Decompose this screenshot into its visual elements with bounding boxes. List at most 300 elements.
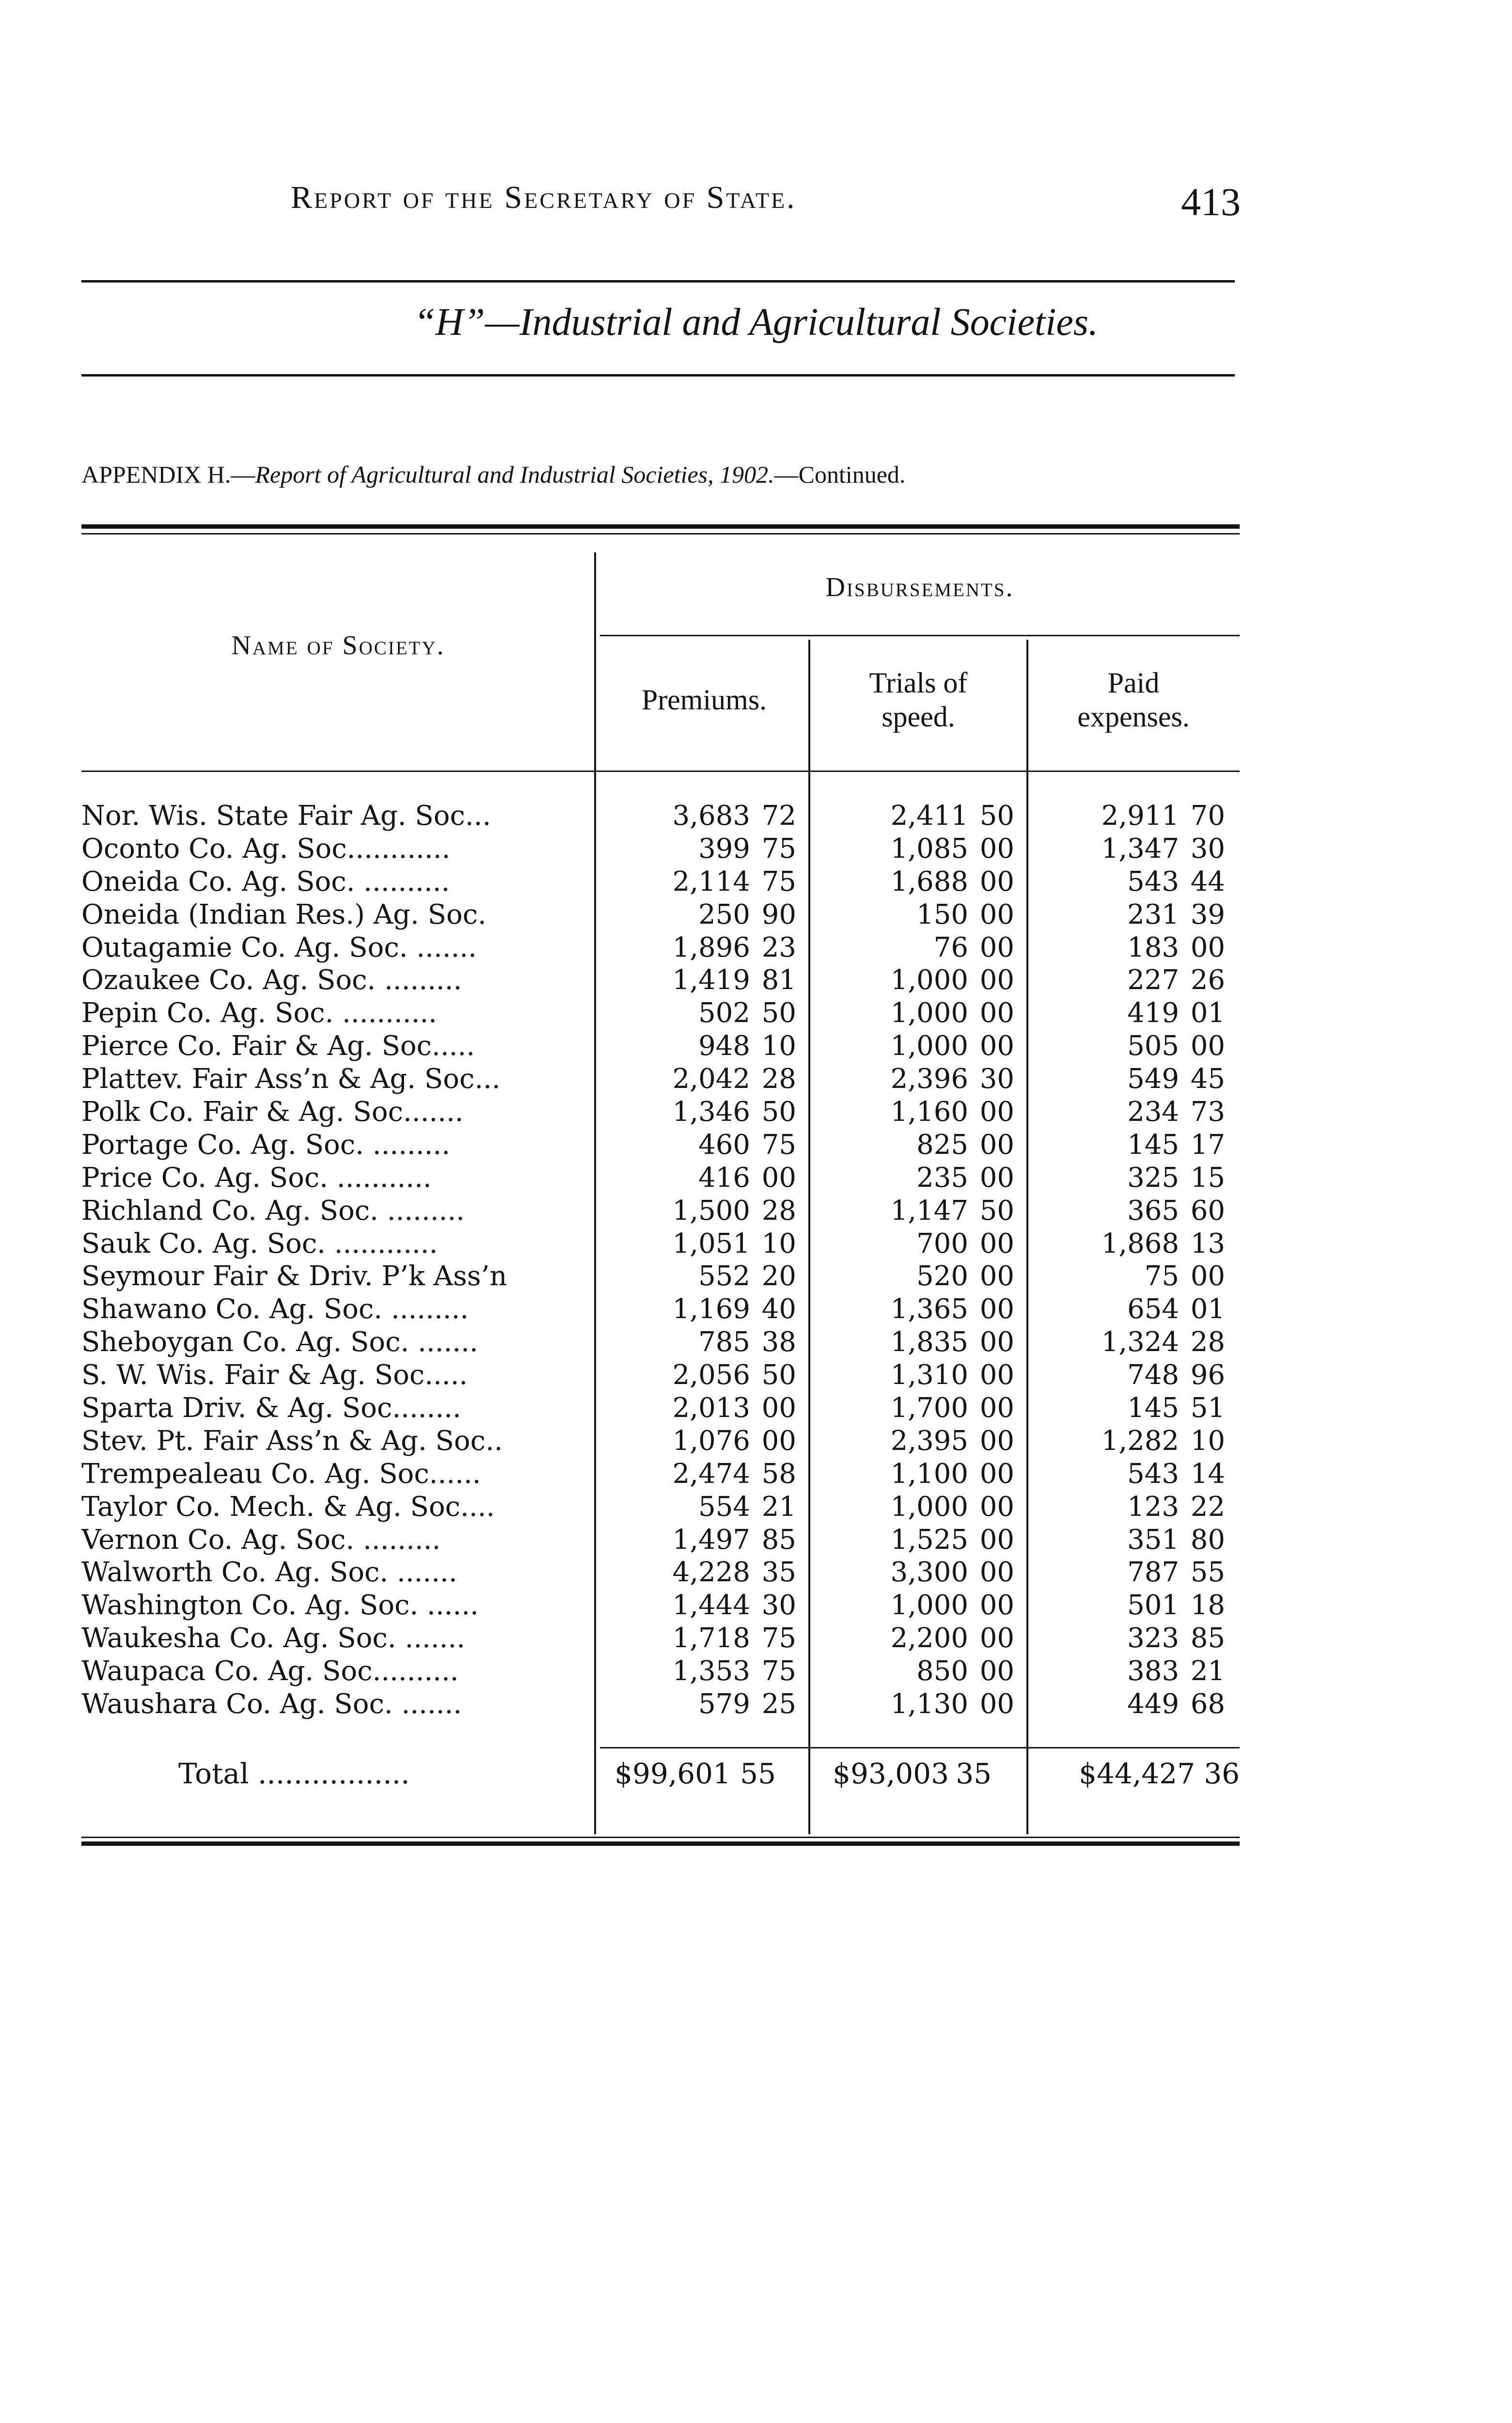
trials-of-speed-cents: 00 xyxy=(979,1227,1014,1259)
society-name: Waupaca Co. Ag. Soc.......... xyxy=(81,1655,459,1687)
premiums-cents: 38 xyxy=(761,1326,796,1358)
trials-of-speed-dollars: 1,365 xyxy=(890,1293,968,1325)
table-row xyxy=(81,1326,1240,1359)
premiums-cell xyxy=(600,1524,796,1557)
table-row xyxy=(81,1589,1240,1622)
premiums-dollars: 1,353 xyxy=(672,1655,750,1687)
premiums-cents: 75 xyxy=(761,1655,796,1687)
header-trials-line2: speed. xyxy=(882,701,955,733)
premiums-cell xyxy=(600,1589,796,1622)
premiums-dollars: 1,051 xyxy=(672,1227,750,1259)
paid-expenses-cents: 70 xyxy=(1190,800,1225,832)
header-bottom-rule xyxy=(81,771,1240,772)
premiums-cents: 00 xyxy=(761,1392,796,1424)
society-name: Plattev. Fair Ass’n & Ag. Soc... xyxy=(81,1063,501,1095)
paid-expenses-cell xyxy=(1034,1688,1225,1721)
trials-of-speed-cell xyxy=(816,1524,1014,1557)
paid-expenses-dollars: 145 xyxy=(1127,1129,1179,1161)
trials-of-speed-cents: 00 xyxy=(979,997,1014,1029)
premiums-dollars: 554 xyxy=(698,1491,750,1523)
society-name: Waukesha Co. Ag. Soc. ....... xyxy=(81,1622,465,1654)
premiums-cents: 28 xyxy=(761,1063,796,1095)
total-premiums-dollars: $99,601 xyxy=(614,1757,731,1790)
premiums-cents: 75 xyxy=(761,1129,796,1161)
premiums-dollars: 1,500 xyxy=(672,1195,750,1227)
society-name: Ozaukee Co. Ag. Soc. ......... xyxy=(81,964,462,996)
premiums-cents: 28 xyxy=(761,1195,796,1227)
total-rule xyxy=(600,1747,1240,1748)
paid-expenses-dollars: 501 xyxy=(1127,1589,1179,1621)
table-row xyxy=(81,1688,1240,1721)
society-name: Trempealeau Co. Ag. Soc...... xyxy=(81,1458,481,1490)
society-name: Waushara Co. Ag. Soc. ....... xyxy=(81,1688,462,1720)
paid-expenses-cents: 22 xyxy=(1190,1491,1225,1523)
society-name: Polk Co. Fair & Ag. Soc....... xyxy=(81,1096,464,1128)
trials-of-speed-dollars: 1,835 xyxy=(890,1326,968,1358)
paid-expenses-cents: 28 xyxy=(1190,1326,1225,1358)
paid-expenses-cents: 55 xyxy=(1190,1557,1225,1589)
trials-of-speed-cell xyxy=(816,833,1014,865)
premiums-cents: 35 xyxy=(761,1557,796,1589)
trials-of-speed-dollars: 235 xyxy=(916,1162,968,1194)
premiums-cell xyxy=(600,1129,796,1162)
trials-of-speed-cents: 00 xyxy=(979,1326,1014,1358)
trials-of-speed-dollars: 2,200 xyxy=(890,1622,968,1654)
section-title: “H”—Industrial and Agricultural Societies. xyxy=(414,301,1098,344)
trials-of-speed-cell xyxy=(816,1162,1014,1195)
premiums-cents: 00 xyxy=(761,1425,796,1457)
paid-expenses-cell xyxy=(1034,1129,1225,1162)
paid-expenses-cents: 30 xyxy=(1190,833,1225,865)
society-name: Portage Co. Ag. Soc. ......... xyxy=(81,1129,450,1161)
paid-expenses-cents: 01 xyxy=(1190,997,1225,1029)
premiums-cents: 40 xyxy=(761,1293,796,1325)
paid-expenses-dollars: 365 xyxy=(1127,1195,1179,1227)
trials-of-speed-dollars: 825 xyxy=(916,1129,968,1161)
table-row xyxy=(81,800,1240,833)
table-row xyxy=(81,1524,1240,1557)
paid-expenses-cents: 96 xyxy=(1190,1359,1225,1391)
trials-of-speed-dollars: 3,300 xyxy=(890,1557,968,1589)
trials-of-speed-cell xyxy=(816,1425,1014,1458)
paid-expenses-dollars: 419 xyxy=(1127,997,1179,1029)
paid-expenses-cents: 26 xyxy=(1190,964,1225,996)
premiums-cell xyxy=(600,800,796,833)
premiums-dollars: 399 xyxy=(698,833,750,865)
trials-of-speed-cents: 00 xyxy=(979,1293,1014,1325)
premiums-cell xyxy=(600,964,796,997)
paid-expenses-cell xyxy=(1034,964,1225,997)
trials-of-speed-dollars: 76 xyxy=(933,931,968,963)
premiums-dollars: 579 xyxy=(698,1688,750,1720)
trials-of-speed-cents: 00 xyxy=(979,1425,1014,1457)
society-name: Outagamie Co. Ag. Soc. ....... xyxy=(81,931,477,963)
paid-expenses-cents: 85 xyxy=(1190,1622,1225,1654)
trials-of-speed-cell xyxy=(816,1293,1014,1326)
total-label: Total ................. xyxy=(178,1757,410,1790)
trials-of-speed-cents: 00 xyxy=(979,1129,1014,1161)
trials-of-speed-cents: 00 xyxy=(979,898,1014,930)
table-row xyxy=(81,964,1240,997)
table-top-rule-thin xyxy=(81,533,1240,535)
table-row xyxy=(81,1030,1240,1063)
paid-expenses-cents: 00 xyxy=(1190,1030,1225,1062)
table-row xyxy=(81,1491,1240,1524)
paid-expenses-dollars: 787 xyxy=(1127,1557,1179,1589)
paid-expenses-cell xyxy=(1034,865,1225,898)
trials-of-speed-cell xyxy=(816,1491,1014,1524)
trials-of-speed-dollars: 1,000 xyxy=(890,1491,968,1523)
paid-expenses-dollars: 325 xyxy=(1127,1162,1179,1194)
paid-expenses-dollars: 351 xyxy=(1127,1524,1179,1556)
paid-expenses-dollars: 383 xyxy=(1127,1655,1179,1687)
paid-expenses-cell xyxy=(1034,1589,1225,1622)
premiums-dollars: 948 xyxy=(698,1030,750,1062)
premiums-cents: 00 xyxy=(761,1162,796,1194)
trials-of-speed-cents: 00 xyxy=(979,865,1014,897)
paid-expenses-dollars: 183 xyxy=(1127,931,1179,963)
table-row xyxy=(81,1063,1240,1096)
trials-of-speed-dollars: 1,160 xyxy=(890,1096,968,1128)
paid-expenses-cents: 10 xyxy=(1190,1425,1225,1457)
paid-expenses-cents: 00 xyxy=(1190,1260,1225,1292)
paid-expenses-cell xyxy=(1034,1030,1225,1063)
premiums-dollars: 2,114 xyxy=(672,865,750,897)
trials-of-speed-cell xyxy=(816,931,1014,964)
premiums-dollars: 785 xyxy=(698,1326,750,1358)
society-name: Seymour Fair & Driv. P’k Ass’n xyxy=(81,1260,507,1292)
premiums-cell xyxy=(600,1195,796,1227)
trials-of-speed-cents: 00 xyxy=(979,1622,1014,1654)
trials-of-speed-cell xyxy=(816,964,1014,997)
trials-of-speed-cell xyxy=(816,1129,1014,1162)
premiums-cell xyxy=(600,1392,796,1425)
header-paid-line1: Paid xyxy=(1107,667,1160,699)
society-name: Stev. Pt. Fair Ass’n & Ag. Soc.. xyxy=(81,1425,503,1457)
table-row xyxy=(81,931,1240,964)
paid-expenses-dollars: 75 xyxy=(1144,1260,1179,1292)
header-disbursements: Disbursements. xyxy=(825,572,1014,602)
premiums-cell xyxy=(600,1162,796,1195)
trials-of-speed-cents: 30 xyxy=(979,1063,1014,1095)
society-name: Price Co. Ag. Soc. ........... xyxy=(81,1162,432,1194)
table-bottom-rule xyxy=(81,1837,1240,1838)
premiums-dollars: 1,346 xyxy=(672,1096,750,1128)
society-name: Walworth Co. Ag. Soc. ....... xyxy=(81,1557,457,1589)
premiums-cell xyxy=(600,931,796,964)
appendix-prefix: APPENDIX H.— xyxy=(81,461,255,488)
trials-of-speed-cell xyxy=(816,1227,1014,1260)
premiums-cents: 58 xyxy=(761,1458,796,1490)
premiums-cents: 20 xyxy=(761,1260,796,1292)
paid-expenses-cell xyxy=(1034,997,1225,1030)
paid-expenses-cell xyxy=(1034,1096,1225,1129)
society-name: Washington Co. Ag. Soc. ...... xyxy=(81,1589,479,1621)
paid-expenses-cents: 60 xyxy=(1190,1195,1225,1227)
premiums-cell xyxy=(600,833,796,865)
paid-expenses-cell xyxy=(1034,1359,1225,1392)
premiums-cents: 85 xyxy=(761,1524,796,1556)
paid-expenses-cell xyxy=(1034,1260,1225,1293)
society-name: Taylor Co. Mech. & Ag. Soc.... xyxy=(81,1491,495,1523)
premiums-dollars: 2,013 xyxy=(672,1392,750,1424)
premiums-dollars: 552 xyxy=(698,1260,750,1292)
paid-expenses-dollars: 123 xyxy=(1127,1491,1179,1523)
society-name: Sauk Co. Ag. Soc. ............ xyxy=(81,1227,438,1259)
table-row xyxy=(81,833,1240,865)
premiums-dollars: 1,076 xyxy=(672,1425,750,1457)
trials-of-speed-cell xyxy=(816,1326,1014,1359)
table-row xyxy=(81,1556,1240,1589)
premiums-cell xyxy=(600,1688,796,1721)
trials-of-speed-dollars: 1,000 xyxy=(890,1589,968,1621)
premiums-cell xyxy=(600,1491,796,1524)
paid-expenses-cents: 15 xyxy=(1190,1162,1225,1194)
premiums-dollars: 1,718 xyxy=(672,1622,750,1654)
paid-expenses-cents: 45 xyxy=(1190,1063,1225,1095)
society-name: Shawano Co. Ag. Soc. ......... xyxy=(81,1293,469,1325)
trials-of-speed-cell xyxy=(816,1688,1014,1721)
trials-of-speed-cell xyxy=(816,898,1014,931)
table-row xyxy=(81,1425,1240,1458)
table-row xyxy=(81,1096,1240,1129)
premiums-cents: 23 xyxy=(761,931,796,963)
premiums-cell xyxy=(600,1227,796,1260)
premiums-dollars: 502 xyxy=(698,997,750,1029)
society-name: Sparta Driv. & Ag. Soc........ xyxy=(81,1392,461,1424)
paid-expenses-dollars: 1,347 xyxy=(1101,833,1179,865)
trials-of-speed-dollars: 1,310 xyxy=(890,1359,968,1391)
rule-under-title xyxy=(81,374,1235,377)
trials-of-speed-dollars: 1,688 xyxy=(890,865,968,897)
trials-of-speed-cents: 00 xyxy=(979,1260,1014,1292)
trials-of-speed-dollars: 1,000 xyxy=(890,997,968,1029)
paid-expenses-cell xyxy=(1034,1227,1225,1260)
trials-of-speed-cents: 00 xyxy=(979,1458,1014,1490)
paid-expenses-cents: 13 xyxy=(1190,1227,1225,1259)
premiums-cell xyxy=(600,1359,796,1392)
table-row xyxy=(81,1359,1240,1392)
table-row xyxy=(81,898,1240,931)
total-expenses-cents: 36 xyxy=(1204,1757,1240,1790)
premiums-cents: 75 xyxy=(761,865,796,897)
trials-of-speed-cents: 00 xyxy=(979,1359,1014,1391)
trials-of-speed-dollars: 850 xyxy=(916,1655,968,1687)
premiums-cents: 30 xyxy=(761,1589,796,1621)
trials-of-speed-cents: 00 xyxy=(979,1589,1014,1621)
table-row xyxy=(81,1655,1240,1688)
trials-of-speed-cell xyxy=(816,1063,1014,1096)
trials-of-speed-cents: 00 xyxy=(979,1688,1014,1720)
premiums-cell xyxy=(600,1293,796,1326)
trials-of-speed-cell xyxy=(816,1655,1014,1688)
premiums-dollars: 460 xyxy=(698,1129,750,1161)
trials-of-speed-cents: 00 xyxy=(979,1096,1014,1128)
paid-expenses-dollars: 1,868 xyxy=(1101,1227,1179,1259)
trials-of-speed-cents: 50 xyxy=(979,800,1014,832)
header-group-rule xyxy=(600,635,1240,636)
header-name-of-society: Name of Society. xyxy=(231,630,445,661)
total-row xyxy=(81,1754,1240,1793)
paid-expenses-cents: 21 xyxy=(1190,1655,1225,1687)
paid-expenses-dollars: 227 xyxy=(1127,964,1179,996)
paid-expenses-dollars: 234 xyxy=(1127,1096,1179,1128)
premiums-dollars: 416 xyxy=(698,1162,750,1194)
trials-of-speed-cents: 00 xyxy=(979,964,1014,996)
paid-expenses-cell xyxy=(1034,1195,1225,1227)
trials-of-speed-dollars: 2,411 xyxy=(890,800,968,832)
paid-expenses-cell xyxy=(1034,1293,1225,1326)
trials-of-speed-dollars: 2,396 xyxy=(890,1063,968,1095)
premiums-cell xyxy=(600,1655,796,1688)
premiums-dollars: 4,228 xyxy=(672,1557,750,1589)
paid-expenses-cents: 73 xyxy=(1190,1096,1225,1128)
paid-expenses-dollars: 2,911 xyxy=(1101,800,1179,832)
premiums-cents: 10 xyxy=(761,1030,796,1062)
trials-of-speed-cell xyxy=(816,865,1014,898)
paid-expenses-cents: 18 xyxy=(1190,1589,1225,1621)
society-name: Vernon Co. Ag. Soc. ......... xyxy=(81,1524,441,1556)
trials-of-speed-cell xyxy=(816,1622,1014,1655)
trials-of-speed-cell xyxy=(816,1030,1014,1063)
society-name: Nor. Wis. State Fair Ag. Soc... xyxy=(81,800,491,832)
premiums-cell xyxy=(600,865,796,898)
table-top-rule xyxy=(81,524,1240,529)
paid-expenses-cell xyxy=(1034,1655,1225,1688)
premiums-cell xyxy=(600,997,796,1030)
premiums-cents: 75 xyxy=(761,1622,796,1654)
paid-expenses-dollars: 549 xyxy=(1127,1063,1179,1095)
paid-expenses-dollars: 323 xyxy=(1127,1622,1179,1654)
society-name: Richland Co. Ag. Soc. ......... xyxy=(81,1195,465,1227)
trials-of-speed-cents: 00 xyxy=(979,833,1014,865)
table-row xyxy=(81,1622,1240,1655)
paid-expenses-cell xyxy=(1034,1524,1225,1557)
trials-of-speed-dollars: 150 xyxy=(916,898,968,930)
trials-of-speed-cell xyxy=(816,1359,1014,1392)
society-name: Pierce Co. Fair & Ag. Soc..... xyxy=(81,1030,475,1062)
paid-expenses-dollars: 449 xyxy=(1127,1688,1179,1720)
paid-expenses-dollars: 543 xyxy=(1127,1458,1179,1490)
trials-of-speed-cents: 00 xyxy=(979,1491,1014,1523)
paid-expenses-cell xyxy=(1034,1063,1225,1096)
society-name: Oconto Co. Ag. Soc............ xyxy=(81,833,451,865)
paid-expenses-dollars: 145 xyxy=(1127,1392,1179,1424)
premiums-cents: 72 xyxy=(761,800,796,832)
trials-of-speed-cell xyxy=(816,1589,1014,1622)
total-expenses-dollars: $44,427 xyxy=(1079,1757,1195,1790)
premiums-cell xyxy=(600,898,796,931)
premiums-cell xyxy=(600,1030,796,1063)
trials-of-speed-dollars: 1,000 xyxy=(890,964,968,996)
trials-of-speed-cell xyxy=(816,1260,1014,1293)
premiums-cents: 75 xyxy=(761,833,796,865)
trials-of-speed-dollars: 1,130 xyxy=(890,1688,968,1720)
premiums-dollars: 1,419 xyxy=(672,964,750,996)
trials-of-speed-cents: 00 xyxy=(979,1557,1014,1589)
society-name: Oneida Co. Ag. Soc. .......... xyxy=(81,865,450,897)
paid-expenses-cell xyxy=(1034,1162,1225,1195)
paid-expenses-dollars: 543 xyxy=(1127,865,1179,897)
society-name: Pepin Co. Ag. Soc. ........... xyxy=(81,997,437,1029)
trials-of-speed-cents: 00 xyxy=(979,1524,1014,1556)
appendix-suffix: —Continued. xyxy=(774,461,906,488)
premiums-dollars: 1,497 xyxy=(672,1524,750,1556)
header-paid-line2: expenses. xyxy=(1077,701,1190,733)
premiums-dollars: 2,474 xyxy=(672,1458,750,1490)
header-premiums: Premiums. xyxy=(641,684,767,716)
premiums-cell xyxy=(600,1326,796,1359)
paid-expenses-cell xyxy=(1034,898,1225,931)
society-name: Sheboygan Co. Ag. Soc. ....... xyxy=(81,1326,478,1358)
paid-expenses-cell xyxy=(1034,1556,1225,1589)
premiums-cell xyxy=(600,1556,796,1589)
trials-of-speed-cell xyxy=(816,1556,1014,1589)
table-row xyxy=(81,1293,1240,1326)
trials-of-speed-dollars: 1,147 xyxy=(890,1195,968,1227)
running-head xyxy=(291,179,1241,233)
premiums-dollars: 1,896 xyxy=(672,931,750,963)
trials-of-speed-cents: 00 xyxy=(979,1030,1014,1062)
premiums-cents: 21 xyxy=(761,1491,796,1523)
paid-expenses-cents: 44 xyxy=(1190,865,1225,897)
table-row xyxy=(81,1260,1240,1293)
paid-expenses-cell xyxy=(1034,931,1225,964)
paid-expenses-dollars: 231 xyxy=(1127,898,1179,930)
total-premiums-cents: 55 xyxy=(740,1757,776,1790)
trials-of-speed-cents: 50 xyxy=(979,1195,1014,1227)
paid-expenses-cell xyxy=(1034,1458,1225,1491)
premiums-dollars: 2,056 xyxy=(672,1359,750,1391)
table-row xyxy=(81,1227,1240,1260)
rule-top xyxy=(81,280,1235,283)
paid-expenses-cell xyxy=(1034,800,1225,833)
table-row xyxy=(81,1458,1240,1491)
trials-of-speed-cell xyxy=(816,1458,1014,1491)
table-row xyxy=(81,865,1240,898)
paid-expenses-cell xyxy=(1034,1622,1225,1655)
trials-of-speed-dollars: 1,525 xyxy=(890,1524,968,1556)
premiums-cell xyxy=(600,1458,796,1491)
trials-of-speed-dollars: 1,000 xyxy=(890,1030,968,1062)
header-trials-line1: Trials of xyxy=(869,667,968,699)
paid-expenses-cents: 80 xyxy=(1190,1524,1225,1556)
trials-of-speed-dollars: 1,085 xyxy=(890,833,968,865)
premiums-cents: 90 xyxy=(761,898,796,930)
trials-of-speed-dollars: 2,395 xyxy=(890,1425,968,1457)
paid-expenses-cents: 00 xyxy=(1190,931,1225,963)
page-number: 413 xyxy=(1181,180,1241,224)
premiums-cents: 25 xyxy=(761,1688,796,1720)
trials-of-speed-dollars: 520 xyxy=(916,1260,968,1292)
premiums-cents: 10 xyxy=(761,1227,796,1259)
paid-expenses-dollars: 505 xyxy=(1127,1030,1179,1062)
premiums-cents: 81 xyxy=(761,964,796,996)
trials-of-speed-cents: 00 xyxy=(979,1392,1014,1424)
premiums-dollars: 1,444 xyxy=(672,1589,750,1621)
paid-expenses-dollars: 748 xyxy=(1127,1359,1179,1391)
paid-expenses-cell xyxy=(1034,1326,1225,1359)
trials-of-speed-dollars: 700 xyxy=(916,1227,968,1259)
trials-of-speed-dollars: 1,700 xyxy=(890,1392,968,1424)
premiums-cell xyxy=(600,1622,796,1655)
paid-expenses-cents: 68 xyxy=(1190,1688,1225,1720)
trials-of-speed-cents: 00 xyxy=(979,1162,1014,1194)
societies-table xyxy=(81,800,1240,1721)
table-bottom-rule-thick xyxy=(81,1841,1240,1846)
appendix-caption xyxy=(81,460,1235,488)
paid-expenses-cell xyxy=(1034,1491,1225,1524)
